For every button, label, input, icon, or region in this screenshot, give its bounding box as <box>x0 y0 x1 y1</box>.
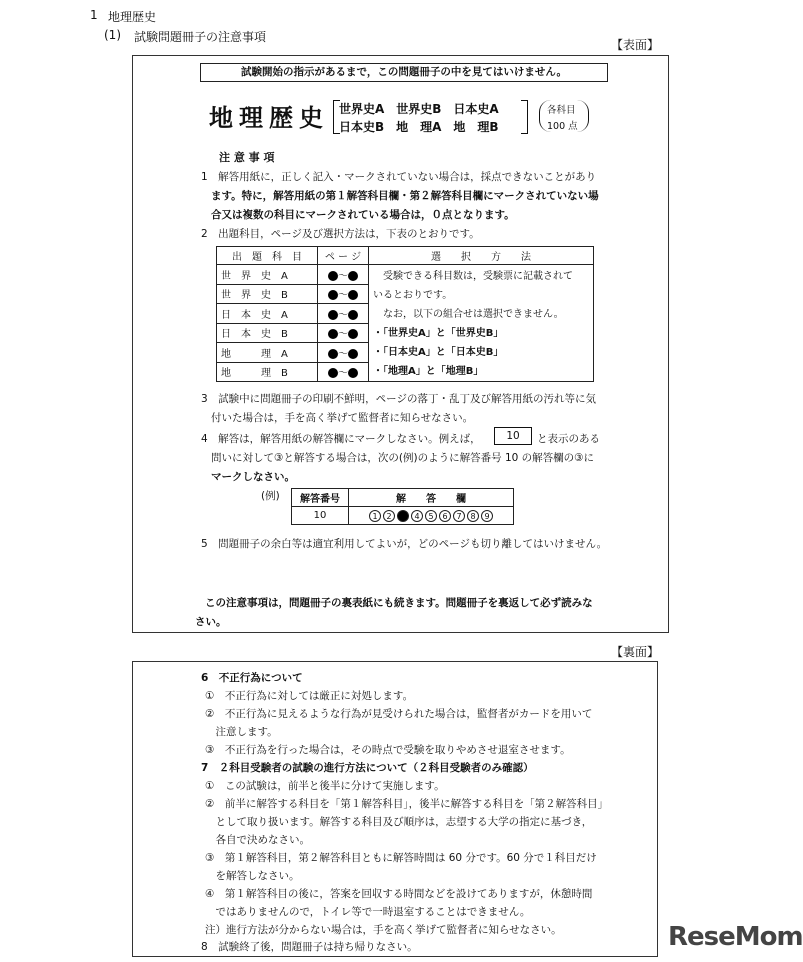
subjects-row-1: 世界史A 世界史B 日本史A <box>339 102 499 116</box>
item3-line2: 付いた場合は，手を高く挙げて監督者に知らせなさい。 <box>211 412 474 424</box>
subject-title: 地理歴史 <box>209 104 329 132</box>
table-header-pages: ペ ー ジ <box>318 247 369 265</box>
choice-bubble: 7 <box>453 510 465 522</box>
item4-box: 10 <box>494 427 532 445</box>
example-header-num: 解答番号 <box>292 489 349 507</box>
back-line: ④ 第１解答科目の後に，答案を回収する時間などを設けてありますが，休憩時間 <box>205 888 593 900</box>
choice-bubble: 2 <box>383 510 395 522</box>
item1-line1: 1 解答用紙に，正しく記入・マークされていない場合は，採点できないことがあり <box>201 171 597 183</box>
table-subject: 世 界 史 B <box>217 284 318 304</box>
choice-bubble-marked: 3 <box>397 510 409 522</box>
item3-line1: 3 試験中に問題冊子の印刷不鮮明，ページの落丁・乱丁及び解答用紙の汚れ等に気 <box>201 393 596 405</box>
resemom-logo: ReseMom <box>668 922 803 952</box>
choice-bubble: 6 <box>439 510 451 522</box>
back-line: ではありませんので，トイレ等で一時退室することはできません。 <box>205 906 531 918</box>
example-table <box>291 488 514 525</box>
table-subject: 地 理 B <box>217 362 318 382</box>
item4-line3: マークしなさい。 <box>211 471 295 483</box>
choice-bubble: 4 <box>411 510 423 522</box>
example-num: 10 <box>292 507 349 525</box>
back-line: ① 不正行為に対しては厳正に対処します。 <box>205 690 414 702</box>
back-line: 8 試験終了後，問題冊子は持ち帰りなさい。 <box>201 941 418 953</box>
subsection-number: (1) <box>104 28 121 42</box>
item1-line3: 合又は複数の科目にマークされている場合は，０点となります。 <box>211 209 515 221</box>
item2-line: 2 出題科目，ページ及び選択方法は，下表のとおりです。 <box>201 228 480 240</box>
item5-line: 5 問題冊子の余白等は適宜利用してよいが，どのページも切り離してはいけません。 <box>201 538 608 550</box>
banner: 試験開始の指示があるまで，この問題冊子の中を見てはいけません。 <box>200 63 608 82</box>
continue-line1: この注意事項は，問題冊子の裏表紙にも続きます。問題冊子を裏返して必ず読みな <box>205 597 593 609</box>
back-label: 【裏面】 <box>611 645 660 659</box>
subject-table <box>216 246 594 382</box>
bracket-right <box>521 100 528 134</box>
back-line: として取り扱います。解答する科目及び順序は，志望する大学の指定に基づき， <box>205 816 593 828</box>
table-pages: ～ <box>318 323 369 343</box>
method-line: ・「世界史A」と「世界史B」 <box>373 328 504 339</box>
front-panel <box>132 55 669 633</box>
front-label: 【表面】 <box>611 38 660 52</box>
example-label: (例) <box>261 490 280 502</box>
table-header-method: 選 択 方 法 <box>369 247 594 265</box>
table-subject: 日 本 史 A <box>217 304 318 324</box>
table-subject: 世 界 史 A <box>217 265 318 285</box>
method-line: ・「地理A」と「地理B」 <box>373 366 484 377</box>
item4-line1-end: と表示のある <box>537 433 600 445</box>
back-line: 注意します。 <box>205 726 278 738</box>
table-pages: ～ <box>318 304 369 324</box>
example-header-ans: 解 答 欄 <box>349 489 514 507</box>
choice-bubble: 1 <box>369 510 381 522</box>
subjects-row-2: 日本史B 地 理A 地 理B <box>339 120 499 134</box>
back-line: を解答しなさい。 <box>205 870 300 882</box>
choice-bubble: 9 <box>481 510 493 522</box>
back-line: 各自で決めなさい。 <box>205 834 310 846</box>
back-line: ② 不正行為に見えるような行為が見受けられた場合は，監督者がカードを用いて <box>205 708 593 720</box>
points-label: 各科目 <box>547 105 576 116</box>
points-value: 100 点 <box>547 121 578 132</box>
table-pages: ～ <box>318 343 369 363</box>
back-line: ② 前半に解答する科目を「第１解答科目」，後半に解答する科目を「第２解答科目」 <box>205 798 609 810</box>
back-line: 7 ２科目受験者の試験の進行方法について（２科目受験者のみ確認） <box>201 762 534 774</box>
back-line: 6 不正行為について <box>201 672 303 684</box>
section-number: 1 <box>90 8 98 22</box>
notes-heading: 注 意 事 項 <box>219 151 275 164</box>
method-line: ・「日本史A」と「日本史B」 <box>373 347 504 358</box>
table-subject: 地 理 A <box>217 343 318 363</box>
method-line: 受験できる科目数は，受験票に記載されて <box>373 271 573 282</box>
continue-line2: さい。 <box>195 616 227 628</box>
item4-line1: 4 解答は，解答用紙の解答欄にマークしなさい。例えば， <box>201 433 481 445</box>
item4-line2: 問いに対して③と解答する場合は，次の(例)のように解答番号 10 の解答欄の③に <box>211 452 595 464</box>
table-header-subject: 出 題 科 目 <box>217 247 318 265</box>
back-panel <box>132 661 658 957</box>
section-title: 地理歴史 <box>108 10 157 24</box>
back-line: ③ 不正行為を行った場合は，その時点で受験を取りやめさせ退室させます。 <box>205 744 571 756</box>
back-line: 注）進行方法が分からない場合は，手を高く挙げて監督者に知らせなさい。 <box>205 924 562 936</box>
table-row <box>217 265 594 285</box>
subsection-title: 試験問題冊子の注意事項 <box>134 30 267 44</box>
item1-line2: ます。特に，解答用紙の第１解答科目欄・第２解答科目欄にマークされていない場 <box>211 190 599 202</box>
method-line: いるとおりです。 <box>373 290 453 301</box>
choice-bubble: 5 <box>425 510 437 522</box>
choice-bubble: 8 <box>467 510 479 522</box>
back-line: ③ 第１解答科目，第２解答科目ともに解答時間は 60 分です。60 分で１科目だけ <box>205 852 597 864</box>
table-subject: 日 本 史 B <box>217 323 318 343</box>
method-line: なお，以下の組合せは選択できません。 <box>373 309 564 320</box>
table-pages: ～ <box>318 265 369 285</box>
table-pages: ～ <box>318 284 369 304</box>
example-choices <box>349 507 514 525</box>
back-line: ① この試験は，前半と後半に分けて実施します。 <box>205 780 445 792</box>
table-pages: ～ <box>318 362 369 382</box>
